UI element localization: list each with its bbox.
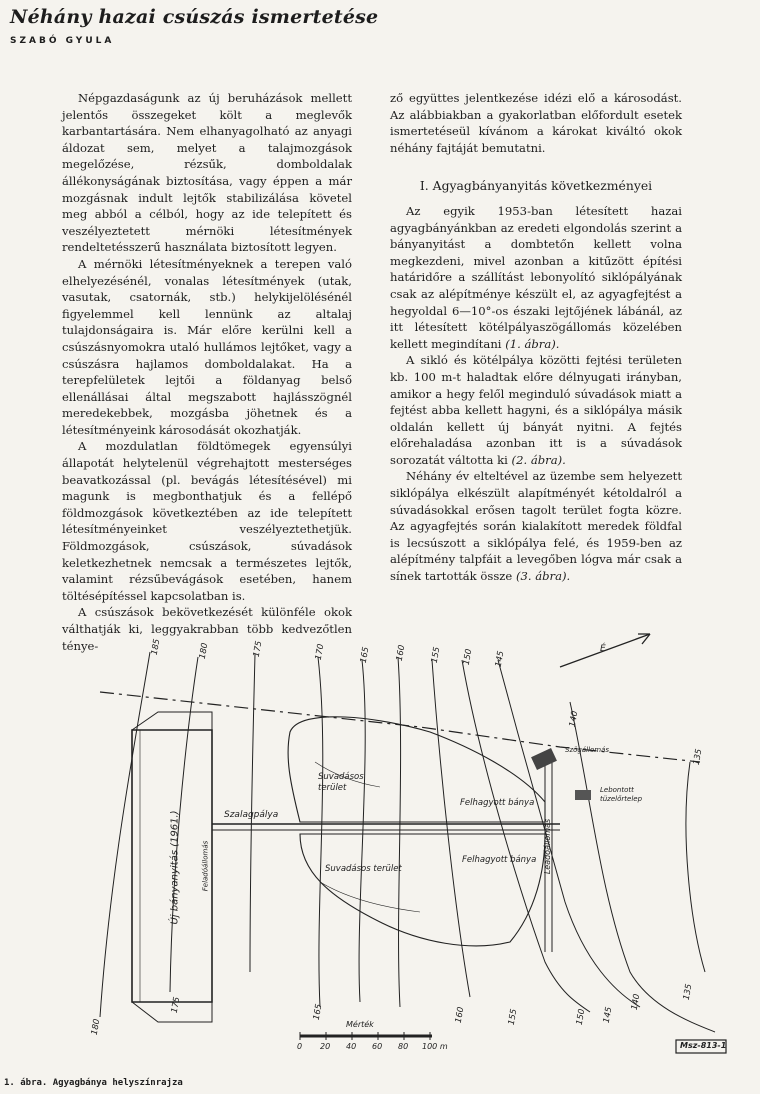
contour-label: 175	[169, 996, 183, 1014]
scale-tick-label: 80	[398, 1042, 409, 1051]
left-column	[62, 90, 352, 654]
loading-station-label: Feladóállomás	[201, 840, 210, 892]
figure-reference[interactable]: (2. ábra).	[511, 452, 566, 467]
figure-caption: 1. ábra. Agyagbánya helyszínrajza	[4, 1078, 183, 1088]
contour-label: 135	[681, 983, 695, 1001]
abandoned-mine-label: Felhagyott bánya	[460, 798, 535, 808]
slide-area-label: Suvadásos terület	[325, 864, 402, 874]
paragraph: ző együttes jelentkezése idézi elő a károsodást. Az alábbiakban a gyakorlatban előfordult esetek ismertetéseül kívánom a károkat kiváltó okok néhány fajtáját bemutatni.	[390, 91, 682, 155]
paragraph: Az egyik 1953-ban létesített hazai agyagbányánkban az eredeti elgondolás szerint a bányanyitást a dombtetőn kellett volna megkezdeni, mivel azonban a kitűzött építési határidőre a szállítást lebonyolító siklópályának csak az alépítménye készült el, az agyagfejtést a hegyoldal 6—10°-os északi lejtőjének lábánál, az itt létesített kötélpályaszögállomás közelében kellett megindítani (1. ábra).	[390, 203, 682, 351]
contour-label: 165	[358, 646, 372, 664]
right-column	[390, 90, 682, 585]
contour-label: 180	[89, 1018, 103, 1036]
paragraph: A sikló és kötélpálya közötti fejtési területen kb. 100 m-t haladtak előre délnyugati irányban, amikor a hegy felől meginduló súvadások miatt a fejtést abba kellett hagyni, és a siklópálya másik oldalán kellett új bányát nyitni. A fejtés előrehaladása azonban itt is a súvadások sorozatát váltotta ki (2. ábra).	[390, 353, 682, 467]
belt-label: Szalagpálya	[224, 810, 279, 820]
contour-label: 165	[311, 1003, 325, 1021]
contour-label: 185	[149, 638, 163, 656]
abandoned-mine-label: Felhagyott bánya	[462, 855, 537, 865]
scale-tick-label: 20	[320, 1042, 331, 1051]
contour-label: 180	[197, 642, 211, 660]
contour-label: 150	[461, 648, 475, 666]
demolished-plant-label: Lebontott tüzelőrtelep	[600, 786, 643, 803]
section-heading: I. Agyagbányanyitás következményei	[419, 178, 653, 194]
map-labels	[0, 612, 760, 1074]
contour-label: 135	[691, 748, 705, 766]
unloading-station-label: Leadóállomás	[543, 818, 553, 875]
scale-title: Mérték	[346, 1020, 374, 1029]
contour-label: 155	[429, 646, 443, 664]
contour-label: 155	[506, 1008, 520, 1026]
article-title: Néhány hazai csúszás ismertetése	[10, 6, 379, 28]
scale-tick-label: 0	[297, 1042, 303, 1051]
contour-label: 175	[251, 640, 265, 658]
site-plan-figure	[0, 612, 760, 1074]
paragraph: A mozdulatlan földtömegek egyensúlyi állapotát helytelenül végrehajtott mesterséges beavatkozással (pl. bevágás létesítésével) mi magunk is megbonthatjuk és a fellépő földmozgások következtében az ide telepített létesítményeinket veszélyeztethetjük. Földmozgások, csúszások, súvadások keletkezhetnek nemcsak a természetes lejtők, valamint rézsűbevágások esetében, hanem töltésépítéssel kapcsolatban is.	[62, 439, 352, 603]
figure-id: Msz-813-1	[680, 1041, 727, 1050]
scale-tick-label: 100 m	[422, 1042, 448, 1051]
paragraph: Néhány év elteltével az üzembe sem helyezett siklópálya elkészült alapítményét kétoldalról a súvadásokkal erősen tagolt terület fogta közre. Az agyagfejtés során kialakított meredek földfal is lecsúszott a siklópálya felé, és 1959-ben az alépítmény talpfáit a levegőben lógva már csak a sínek tartották össze (3. ábra).	[390, 469, 682, 584]
scale-tick-label: 60	[372, 1042, 383, 1051]
contour-label: 140	[567, 710, 581, 728]
contour-label: 150	[574, 1008, 588, 1026]
scale-tick-label: 40	[346, 1042, 357, 1051]
paragraph: A csúszások bekövetkezését különféle okok válthatják ki, leggyakrabban több kedvezőtlen ténye-	[62, 605, 352, 653]
author-name: SZABÓ GYULA	[10, 36, 115, 46]
slide-area-label: Suvadásos terület	[318, 772, 364, 793]
new-mine-label: Új bányanyitás (1961.)	[169, 810, 181, 925]
contour-label: 145	[493, 650, 507, 668]
north-label: É	[600, 644, 606, 654]
figure-reference[interactable]: (1. ábra).	[505, 336, 560, 351]
paragraph: A mérnöki létesítményeknek a terepen való elhelyezésénél, vonalas létesítmények (utak, vasutak, csatornák, stb.) helykijelölésénél figyelemmel kell lennünk az altalaj tulajdonságaira is. Már előre kerülni kell a csúszásnyomokra utaló hullámos lejtőket, vagy a csúszásra hajlamos domboldalakat. Ha a terepfelületek lejtői a földanyag belső ellenállásai által megszabott hajlásszögnél meredekebbek, mozgásba jöhetnek és a létesítményeink károsodását okozhatják.	[62, 256, 352, 437]
contour-label: 160	[394, 644, 408, 662]
contour-label: 140	[629, 993, 643, 1011]
contour-label: 145	[601, 1006, 615, 1024]
figure-reference[interactable]: (3. ábra).	[515, 569, 571, 584]
contour-label: 160	[453, 1006, 467, 1024]
contour-label: 170	[313, 643, 327, 661]
paragraph: Népgazdaságunk az új beruházások mellett jelentős összegeket költ a meglevők karbantartására. Nem elhanyagolható az anyagi áldozat sem, melyet a talajmozgások megelőzése, rézsűk, domboldalak állékonyságának biztosítása, vagy éppen a már mozgásnak indult lejtők stabilizálása követel meg abból a célból, hogy az ide telepített és veszélyeztetett mérnöki létesítmények rendeltetésszerű használata biztosított legyen.	[62, 91, 352, 255]
angle-station-label: Szögállomás	[565, 746, 610, 754]
